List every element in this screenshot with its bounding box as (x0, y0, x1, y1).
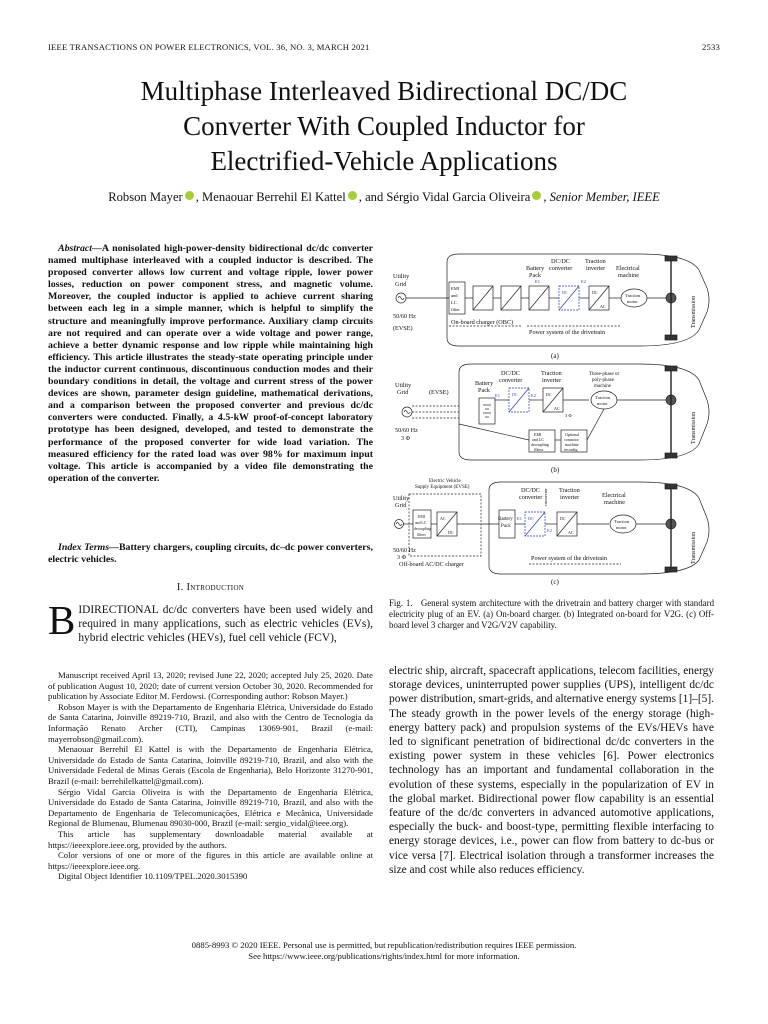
diagram-a (393, 254, 709, 360)
label: Three-phase or (589, 372, 620, 377)
traction-motor (610, 515, 636, 533)
page-number: 2533 (702, 42, 720, 52)
label: converter (499, 377, 523, 384)
label: decoupling (414, 527, 431, 531)
label: Electrical (616, 265, 640, 272)
label: DC (448, 530, 454, 535)
title-line-2: Converter With Coupled Inductor for (183, 111, 585, 141)
footnote: Color versions of one or more of the figures in this article are available online at https://ieeexplore.ieee.org. (48, 850, 373, 871)
label: Traction (559, 487, 580, 494)
battery-pack (479, 398, 495, 424)
label: and LC (532, 437, 544, 442)
label: and (451, 293, 458, 298)
label: machine (604, 499, 625, 506)
label: 50/60 Hz (393, 313, 416, 320)
label: machine (565, 442, 579, 447)
diagram-b (395, 364, 709, 474)
label: AC (440, 516, 446, 521)
label: 3 Φ (397, 554, 407, 561)
label: E1 (495, 393, 500, 398)
author-list (48, 190, 720, 205)
label: Supply Equipment (EVSE) (415, 485, 470, 490)
label: Pack (529, 272, 542, 279)
diagram-c (393, 479, 709, 586)
footnote: Sérgio Vidal Garcia Oliveira is with the Departamento de Engenharia Elétrica, Universidade do Estado de Santa Catarina, Joinville 89219-710, Brazil, and also with the Departamento de Engenharia de Telecomunicações, Elétrica e Mecânica, Universidade Regional de Blumenau, Blumenau 89030-000, Brazil (e-mail: sergio_vidal@ieee.org). (48, 786, 373, 829)
subfigure-label: (c) (551, 578, 559, 586)
label: poly-phase (592, 378, 614, 383)
traction-motor (621, 289, 647, 307)
label: E2 (581, 279, 586, 284)
label: DC (592, 290, 598, 295)
label: DC/DC (521, 487, 540, 494)
label: EMI (451, 286, 460, 291)
label: machine (594, 384, 611, 389)
paper-title (48, 74, 720, 179)
label: Utility (395, 382, 412, 389)
abstract-text: A nonisolated high-power-density bidirectional dc/dc converter named multiphase interleaved with a coupled inductor is described. The proposed converter allows low current and voltage ripple, lower power losses, reduction on power component stress, and magnetic volume. Moreover, the coupled inductor is applied to achieve current sharing between each leg in a simple manner, which is helpful to simplify the structure and meaningfully improve performance. Auxiliary clamp circuits are not required and can operate over a wide voltage and power range, achieve a better dynamic response and low ripple while maintaining high efficiency. This article illustrates the steady-state operating principle under the inductor current continuous, discontinuous conduction modes and their boundary conditions in detail, the voltage and current stress of the power devices are shown, parameter design guideline, mathematical derivations, and a comparison between the proposed converter and previous dc/dc converters were conducted. Finally, a 4.5-kW proof-of-concept laboratory prototype has been designed, developed, and tested to demonstrate the performance of the proposed converter for wide load variation. The measured efficiency for the rated load was over 98% for maximum input voltage. This article is accompanied by a video file demonstrating the operation of the converter. (48, 243, 373, 484)
label: 50/60 Hz (395, 427, 418, 434)
label: Optional (565, 432, 579, 437)
journal-name: IEEE TRANSACTIONS ON POWER ELECTRONICS, VOL. 36, NO. 3, MARCH 2021 (48, 42, 370, 52)
label: inverter (560, 494, 580, 501)
label: DC (560, 516, 566, 521)
label: DC (546, 392, 552, 397)
sine-icon (398, 297, 404, 300)
label: Off-board AC/DC charger (399, 561, 464, 568)
label: converter (519, 494, 543, 501)
running-head (48, 42, 720, 54)
system-architecture-diagram (389, 248, 714, 588)
orcid-icon[interactable] (185, 191, 194, 200)
label: DC/DC (501, 370, 520, 377)
figure-1 (389, 248, 714, 588)
section-title: Introduction (186, 582, 245, 593)
figure-caption (389, 598, 714, 630)
label: E2 (531, 393, 536, 398)
orcid-icon[interactable] (532, 191, 541, 200)
label: motor (597, 401, 608, 406)
label: 3 Φ (565, 413, 572, 418)
title-line-1: Multiphase Interleaved Bidirectional DC/DC (140, 76, 628, 106)
label: Grid (397, 389, 409, 396)
footer-line-1: 0885-8993 © 2020 IEEE. Personal use is permitted, but republication/redistribution requires IEEE permission. (191, 940, 577, 950)
label: inverter (542, 377, 562, 384)
label: and LC (415, 521, 427, 525)
label: E2 (547, 528, 552, 533)
label: Power system of the drivetrain (531, 555, 607, 562)
label: inverter (586, 265, 606, 272)
label: AC (600, 304, 606, 309)
label: Traction (625, 293, 641, 298)
evse-box (409, 494, 481, 556)
orcid-icon[interactable] (348, 191, 357, 200)
index-terms-text: Battery chargers, coupling circuits, dc–dc power converters, electric vehicles. (48, 542, 373, 566)
title-line-3: Electrified-Vehicle Applications (210, 146, 558, 176)
footnote: Menaouar Berrehil El Kattel is with the Departamento de Engenharia Elétrica, Universidade do Estado de Santa Catarina, Joinville 89219-710, Brazil, and also with the Universidade Federal de Minas Gerais (Escola de Engenharia), Belo Horizonte 31270-901, Brazil (e-mail: berrehilelkattel@gmail.com). (48, 744, 373, 786)
label: Traction (614, 519, 630, 524)
label: Battery (475, 380, 494, 387)
author-1: Robson Mayer (108, 190, 183, 204)
label: On-board charger (OBC) (451, 319, 514, 326)
label: motor (627, 299, 638, 304)
index-terms (48, 542, 373, 566)
copyright-footer (48, 940, 720, 962)
label: AC (554, 406, 560, 411)
label: DC (512, 392, 518, 397)
label: LC (451, 300, 457, 305)
label: Electrical (602, 492, 626, 499)
label: converter (549, 265, 573, 272)
footnote: Manuscript received April 13, 2020; revised June 22, 2020; accepted July 25, 2020. Date of publication August 10, 2020; date of current version October 30, 2020. Recommended for publication by Associate Editor M. Ferdowsi. (Corresponding author: Robson Mayer.) (48, 670, 373, 702)
label: filter (451, 307, 460, 312)
label: Grid (395, 502, 407, 509)
label: AC (568, 530, 574, 535)
label: Traction (541, 370, 562, 377)
section-heading (48, 582, 373, 593)
label: Transmission (691, 531, 697, 564)
label: DC/DC (551, 258, 570, 265)
caption-label: Fig. 1. (389, 598, 413, 608)
caption-text: General system architecture with the drivetrain and battery charger with standard electricity plug of an EV. (a) On-board charger. (b) Integrated on-board for V2G. (c) Off-board level 3 charger and V2G/V2V capability. (389, 598, 715, 630)
traction-motor (591, 391, 617, 409)
label: Battery (526, 265, 545, 272)
label: motor (616, 525, 627, 530)
label: Electric Vehicle (429, 479, 461, 484)
label: contactor (564, 437, 579, 442)
label: connector (543, 488, 548, 506)
label: Pack (501, 524, 511, 529)
label: Transmission (691, 411, 697, 444)
section-number: I. (176, 582, 187, 593)
footnote: Digital Object Identifier 10.1109/TPEL.2020.3015390 (58, 871, 248, 882)
drop-cap: B (48, 597, 76, 643)
label: filters (417, 533, 426, 537)
label: Pack (478, 387, 491, 394)
label: Utility (393, 495, 410, 502)
author-role: , Senior Member, IEEE (543, 190, 660, 204)
author-3: , and Sérgio Vidal Garcia Oliveira (358, 190, 531, 204)
label: DC (562, 290, 568, 295)
footnote: Robson Mayer is with the Departamento de Engenharia Elétrica, Universidade do Estado de Santa Catarina, Joinville 89219-710, Brazil, and also with the Centro de Tecnologia da Informação Renato Archer (CTI), Campinas 13069-901, Brazil (e-mail: mayerrobson@gmail.com). (48, 701, 373, 744)
label: Traction (585, 258, 606, 265)
label: machine (618, 272, 639, 279)
body-paragraph: electric ship, aircraft, spacecraft applications, telecom facilities, energy storage devices, uninterrupted power supplies (UPS), intelligent dc/dc power distribution, smart-grids, and alternative energy systems [1]–[5]. The steady growth in the power levels of the energy storage (high-energy battery pack) and propulsion systems of the EVs/HEVs have led to significant penetration of bidirectional dc/dc converters in the existing power system in these vehicles [6]. Power electronics technology has an important and fundamental collaboration in the evolution of these systems, especially in the popularization of EV in the global market. Bidirectional power flow capability is an essential feature of the dc/dc converters in advanced automotive applications, especially the buck- and boost-type, permitting flexible interfacing to energy storage devices, i.e., power can flow from battery to dc-bus or vice versa [7]. Electrical isolation through a transformer increases the size and cost while also reduces efficiency. (389, 665, 714, 876)
label: Power system of the drivetrain (529, 329, 605, 336)
footnotes (48, 670, 373, 882)
label: E1 (517, 516, 522, 521)
label: EMI (418, 515, 425, 519)
subfigure-label: (b) (551, 466, 560, 474)
label: (EVSE) (429, 389, 449, 396)
label: reconfig. (564, 447, 579, 452)
label: Grid (395, 281, 407, 288)
intro-text: IDIRECTIONAL dc/dc converters have been used widely and required in many applications, such as electric vehicles (EVs), hybrid electric vehicles (HEVs), fuel cell vehicle (FCV), (78, 604, 373, 645)
label: Battery (498, 517, 513, 522)
label: Utility (393, 273, 410, 280)
abstract (48, 243, 373, 485)
label: 3 Φ (401, 435, 411, 442)
label: decoupling (531, 442, 549, 447)
index-terms-label: Index Terms— (58, 542, 119, 553)
label: Transmission (691, 295, 697, 328)
author-2: , Menaouar Berrehil El Kattel (195, 190, 346, 204)
subfigure-label: (a) (551, 352, 559, 360)
footer-line-2: See https://www.ieee.org/publications/rights/index.html for more information. (248, 951, 520, 961)
abstract-label: Abstract— (58, 243, 102, 254)
footnote: This article has supplementary downloadable material available at https://ieeexplore.ieee.org, provided by the authors. (48, 828, 373, 850)
label: DC (528, 516, 534, 521)
label: EMI (534, 432, 542, 437)
label: filters (534, 447, 544, 452)
label: (EVSE) (393, 325, 413, 332)
label: 50/60 Hz (393, 547, 416, 554)
label: E1 (535, 279, 540, 284)
intro-paragraph (48, 597, 373, 646)
label: Traction (595, 395, 611, 400)
